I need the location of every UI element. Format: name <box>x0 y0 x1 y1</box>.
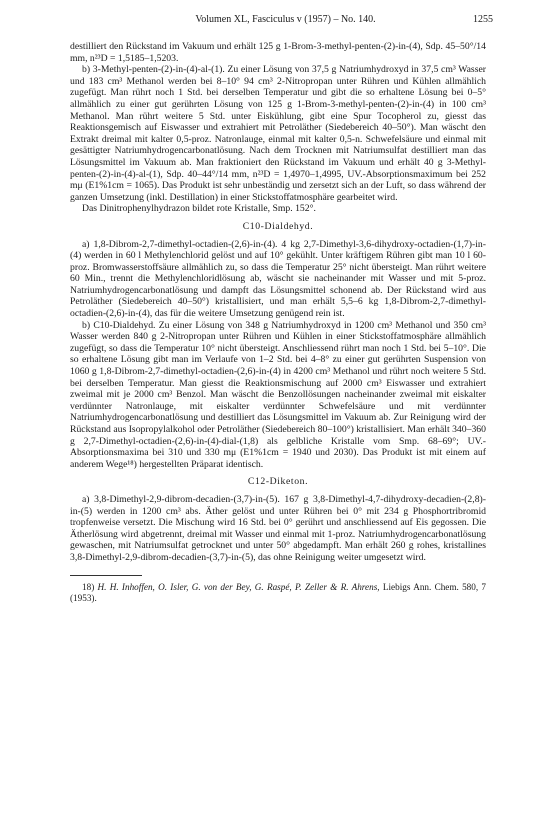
footnote-marker: 18) <box>82 581 95 592</box>
article-body <box>70 41 486 604</box>
paragraph: destilliert den Rückstand im Vakuum und erhält 125 g 1-Brom-3-methyl-penten-(2)-in-(4), Sdp. 45–50°/14 mm, n²³D = 1,5185–1,5203. <box>70 41 486 64</box>
paragraph: Das Dinitrophenylhydrazon bildet rote Kristalle, Smp. 152°. <box>82 203 316 215</box>
paragraph: b) 3-Methyl-penten-(2)-in-(4)-al-(1). Zu einer Lösung von 37,5 g Natriumhydroxyd in 37,5 cm³ Wasser und 183 cm³ Methanol werden bei 8–10° 94 cm³ 2-Nitropropan unter Rühren und Kühlen allmählich zugefügt. Man rührt noch 1 Std. bei derselben Temperatur und gibt die so erhaltene Lösung bei 0–5° allmählich zu einer gut gerührten Lösung von 125 g 1-Brom-3-methyl-penten-(2)-in-(4) in 100 cm³ Methanol. Man rührt weitere 5 Std. unter Eiskühlung, gibt eine Spur Tocopherol zu, giesst das Reaktionsgemisch auf Eiswasser und extrahiert mit Petroläther (Siedebereich 40–50°). Man wäscht den Extrakt dreimal mit kalter 0,5-proz. Natronlauge, einmal mit kalter 0,5-n. Schwefelsäure und einmal mit gesättigter Natriumhydrogencarbonatlösung. Nach dem Trocknen mit Natriumsulfat destilliert man das Lösungsmittel im Vakuum ab. Man fraktioniert den Rückstand im Vakuum und erhält 40 g 3-Methyl-penten-(2)-in-(4)-al-(1), Sdp. 40–44°/14 mm, n²³D = 1,4970–1,4995, UV.-Absorptionsmaximum bei 252 mμ (E1%1cm = 1065). Das Produkt ist sehr unbeständig und zersetzt sich an der Luft, so dass während der ganzen Umsetzung (inkl. Destillation) in einer Stickstoffatmosphäre gearbeitet wird. <box>70 64 486 203</box>
footnote <box>70 582 486 604</box>
footnote-divider <box>70 575 142 576</box>
running-title: Volumen XL, Fasciculus v (1957) – No. 140. <box>195 14 376 25</box>
paragraph: b) C10-Dialdehyd. Zu einer Lösung von 348 g Natriumhydroxyd in 1200 cm³ Methanol und 350 cm³ Wasser werden 840 g 2-Nitropropan unter Rühren und Kühlen in einer Stickstoffatmosphäre allmählich zugefügt, so dass die Temperatur 10° nicht übersteigt. Anschliessend rührt man noch 1 Std. bei 5–10°. Die so erhaltene Lösung gibt man im Verlaufe von 1–2 Std. bei 4–8° zu einer gut gerührten Suspension von 1060 g 1,8-Dibrom-2,7-dimethyl-octadien-(2,6)-in-(4) in 4200 cm³ Methanol und rührt noch weitere 5 Std. bei derselben Temperatur. Man giesst die Reaktionsmischung auf 2000 cm³ Eiswasser und extrahiert zweimal mit je 2000 cm³ Benzol. Man wäscht die Benzollösungen nacheinander zweimal mit eiskalter verdünnter Natronlauge, mit eiskalter verdünnter Schwefelsäure und mit verdünnter Natriumhydrogencarbonatlösung und destilliert das Lösungsmittel im Vakuum ab. Zur Reinigung wird der Rückstand aus Isopropylalkohol oder Petroläther (Siedebereich 80–100°) kristallisiert. Man erhält 340–360 g 2,7-Dimethyl-octadien-(2,6)-in-(4)-dial-(1,8) als gelbliche Kristalle vom Smp. 68–69°; UV.-Absorptionsmaxima bei 310 und 330 mμ (E1%1cm = 1940 und 2030). Das Produkt ist mit einem auf anderem Wege¹⁸) hergestellten Präparat identisch. <box>70 319 486 470</box>
paragraph: a) 1,8-Dibrom-2,7-dimethyl-octadien-(2,6)-in-(4). 4 kg 2,7-Dimethyl-3,6-dihydroxy-octadien-(1,7)-in-(4) werden in 60 l Methylenchlorid gelöst und auf 10° gekühlt. Unter kräftigem Rühren gibt man 10 l 60-proz. Bromwasserstoffsäure allmählich zu, so dass die Temperatur 25° nicht übersteigt. Man rührt weitere 60 Min., trennt die Methylenchloridlösung ab, wäscht sie nacheinander mit Wasser und mit 5-proz. Natriumhydrogencarbonatlösung und dampft das Lösungsmittel schonend ab. Der Rückstand wird aus Petroläther (Siedebereich 40–50°) kristallisiert, und man erhält 5,5–6 kg 1,8-Dibrom-2,7-dimethyl-octadien-(2,6)-in-(4), das für die weitere Umsetzung genügend rein ist. <box>70 238 486 320</box>
paragraph: a) 3,8-Dimethyl-2,9-dibrom-decadien-(3,7)-in-(5). 167 g 3,8-Dimethyl-4,7-dihydroxy-decadien-(2,8)-in-(5) werden in 1200 cm³ abs. Äther gelöst und unter Rühren bei 0° mit 234 g Phosphortribromid tropfenweise versetzt. Die Mischung wird 16 Std. bei 0° gerührt und anschliessend auf Eis gegossen. Die Ätherlösung wird abgetrennt, dreimal mit Wasser und einmal mit 1-proz. Natriumhydrogencarbonatlösung gewaschen, mit Natriumsulfat getrocknet und unter 50° abgedampft. Man erhält 260 g rohes, kristallines 3,8-Dimethyl-2,9-dibrom-decadien-(3,7)-in-(5), das ohne Reinigung weiter umgesetzt wird. <box>70 493 486 563</box>
page-number: 1255 <box>473 14 493 25</box>
page-header <box>78 14 493 28</box>
footnote-citation: Liebigs Ann. Chem. 580, 7 (1953). <box>70 581 487 603</box>
section-heading: C12-Diketon. <box>247 476 309 488</box>
footnote-authors: H. H. Inhoffen, O. Isler, G. von der Bey, G. Raspé, P. Zeller & R. Ahrens, <box>97 581 380 592</box>
section-heading: C10-Dialdehyd. <box>242 220 314 232</box>
